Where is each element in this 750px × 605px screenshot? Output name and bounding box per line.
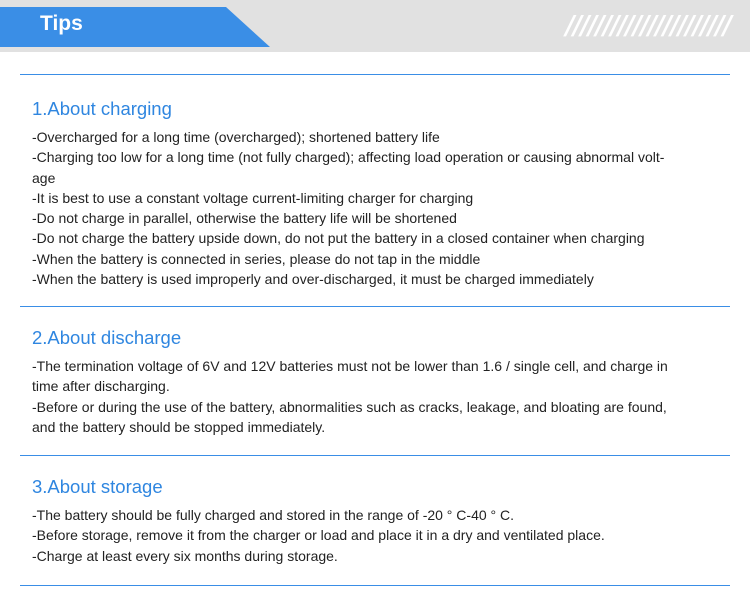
text-line: -Charging too low for a long time (not fully charged); affecting load operation or causing abnormal volt- [32, 149, 665, 166]
text-line: age [32, 169, 56, 186]
text-line: -Before storage, remove it from the charger or load and place it in a dry and ventilated place. [32, 527, 605, 544]
text-line: -Before or during the use of the battery, abnormalities such as cracks, leakage, and bloating are found, [32, 398, 667, 415]
text-line: -The battery should be fully charged and stored in the range of -20 ° C-40 ° C. [32, 507, 515, 523]
section-storage [32, 475, 722, 566]
section-text [32, 505, 722, 566]
text-line: -Do not charge the battery upside down, do not put the battery in a closed container when charging [32, 230, 645, 247]
divider [20, 306, 730, 307]
header-bar [0, 0, 750, 52]
text-line: -It is best to use a constant voltage current-limiting charger for charging [32, 189, 474, 206]
section-text [32, 127, 722, 289]
page-title: Tips [40, 12, 83, 35]
text-line: -The termination voltage of 6V and 12V batteries must not be lower than 1.6 / single cell, and charge in [32, 358, 668, 374]
text-line: -When the battery is connected in series, please do not tap in the middle [32, 250, 481, 267]
divider [20, 455, 730, 456]
section-title: 1.About charging [32, 98, 172, 119]
section-discharge [32, 326, 722, 437]
text-line: -When the battery is used improperly and over-discharged, it must be charged immediately [32, 271, 594, 288]
divider [20, 585, 730, 586]
text-line: and the battery should be stopped immediately. [32, 418, 326, 435]
text-line: -Overcharged for a long time (overcharged); shortened battery life [32, 129, 440, 145]
divider [20, 74, 730, 75]
section-title: 3.About storage [32, 476, 163, 497]
section-charging [32, 97, 722, 289]
text-line: time after discharging. [32, 378, 170, 395]
section-text [32, 356, 722, 437]
section-title: 2.About discharge [32, 327, 182, 348]
text-line: -Charge at least every six months during storage. [32, 547, 338, 564]
text-line: -Do not charge in parallel, otherwise the battery life will be shortened [32, 210, 457, 227]
header-slash-decoration: ////////////////////// [562, 11, 733, 41]
